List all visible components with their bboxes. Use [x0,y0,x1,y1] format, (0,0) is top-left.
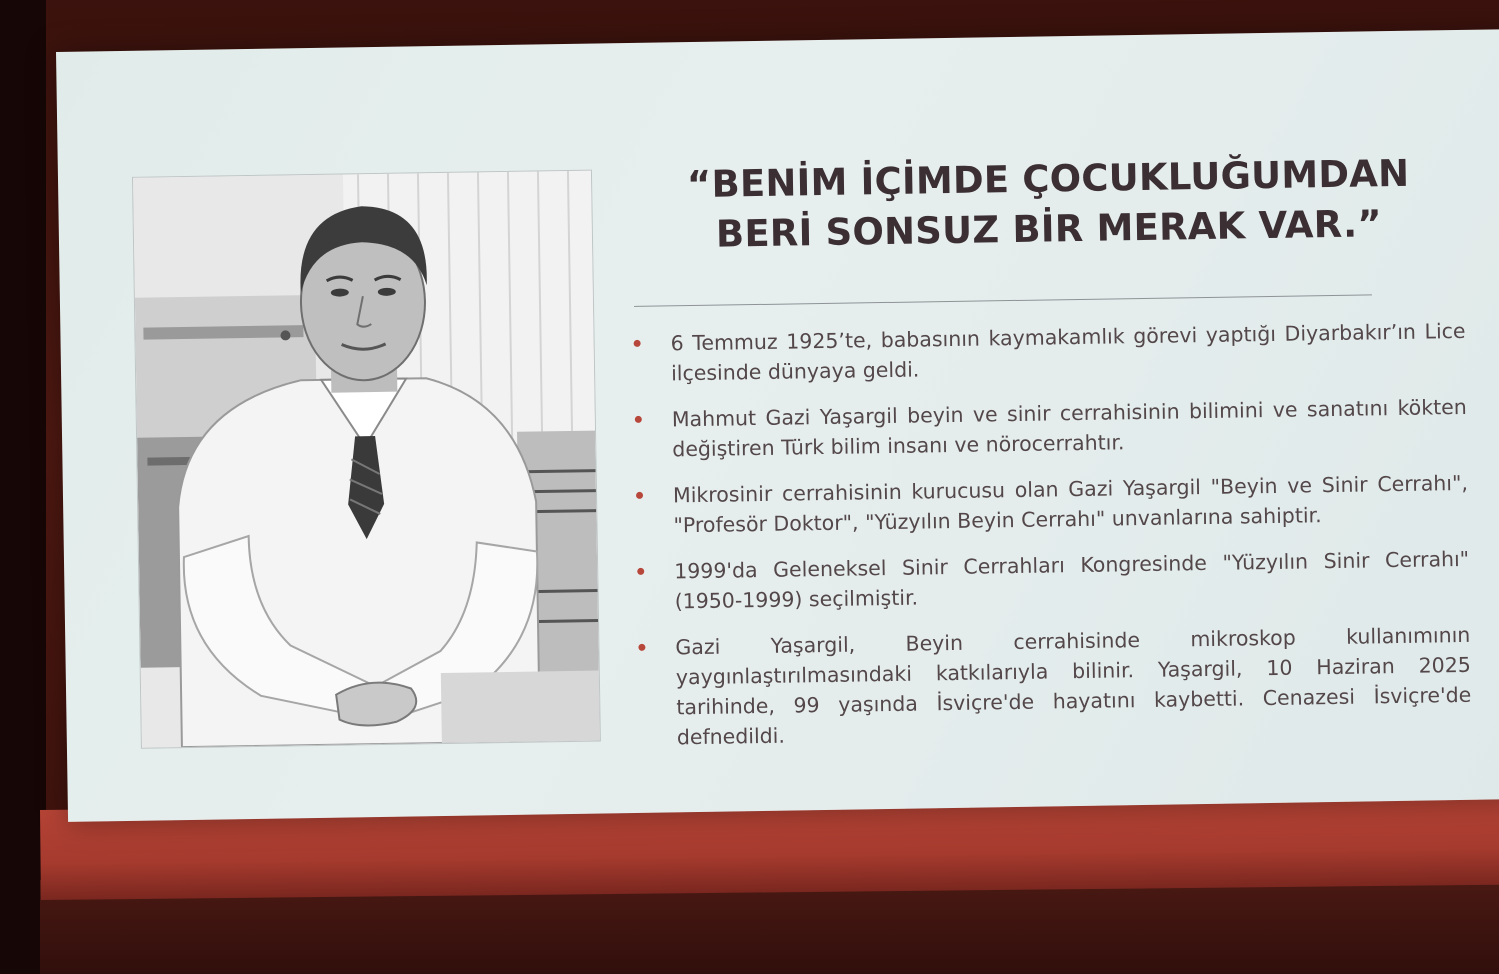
bullet-dot-icon [635,416,642,423]
bullet-item-neurosurgeon [632,392,1468,465]
bullet-dot-icon [636,492,643,499]
wall-shadow [0,0,46,974]
bullet-dot-icon [634,340,641,347]
quote-line-2: BERİ SONSUZ BİR MERAK VAR.” [715,202,1383,256]
bullet-item-award [634,544,1470,617]
bullet-dot-icon [637,568,644,575]
bullet-text: 1999'da Geleneksel Sinir Cerrahları Kongresinde "Yüzyılın Sinir Cerrahı" (1950-1999) seçilmiştir. [674,546,1470,614]
bullet-text: Mikrosinir cerrahisinin kurucusu olan Gazi Yaşargil "Beyin ve Sinir Cerrahı", "Profesör Doktor", "Yüzyılın Beyin Cerrahı" unvanlarına sahiptir. [672,470,1469,538]
quote-line-1: “BENİM İÇİMDE ÇOCUKLUĞUMDAN [686,151,1410,207]
biography-bullet-list [630,316,1472,769]
slide-quote-title [658,148,1439,260]
bullet-text: Mahmut Gazi Yaşargil beyin ve sinir cerrahisinin bilimini ve sanatını kökten değiştiren Türk bilim insanı ve nörocerrahtır. [671,394,1467,462]
portrait-illustration [133,171,600,748]
presentation-slide [56,29,1499,822]
bullet-item-legacy [635,620,1472,753]
bullet-text: 6 Temmuz 1925’te, babasının kaymakamlık görevi yaptığı Diyarbakır’ın Lice ilçesinde dünyaya geldi. [670,318,1466,386]
bullet-dot-icon [638,644,645,651]
bullet-text: Gazi Yaşargil, Beyin cerrahisinde mikroskop kullanımının yaygınlaştırılmasındaki katkılarıyla bilinir. Yaşargil, 10 Haziran 2025 tarihinde, 99 yaşında İsviçre'de hayatını kaybetti. Cenazesi İsviçre'de defnedildi. [675,622,1472,750]
portrait-photo [132,170,601,749]
bullet-item-birth [630,316,1466,389]
bullet-item-titles [633,468,1469,541]
title-divider [634,294,1372,307]
